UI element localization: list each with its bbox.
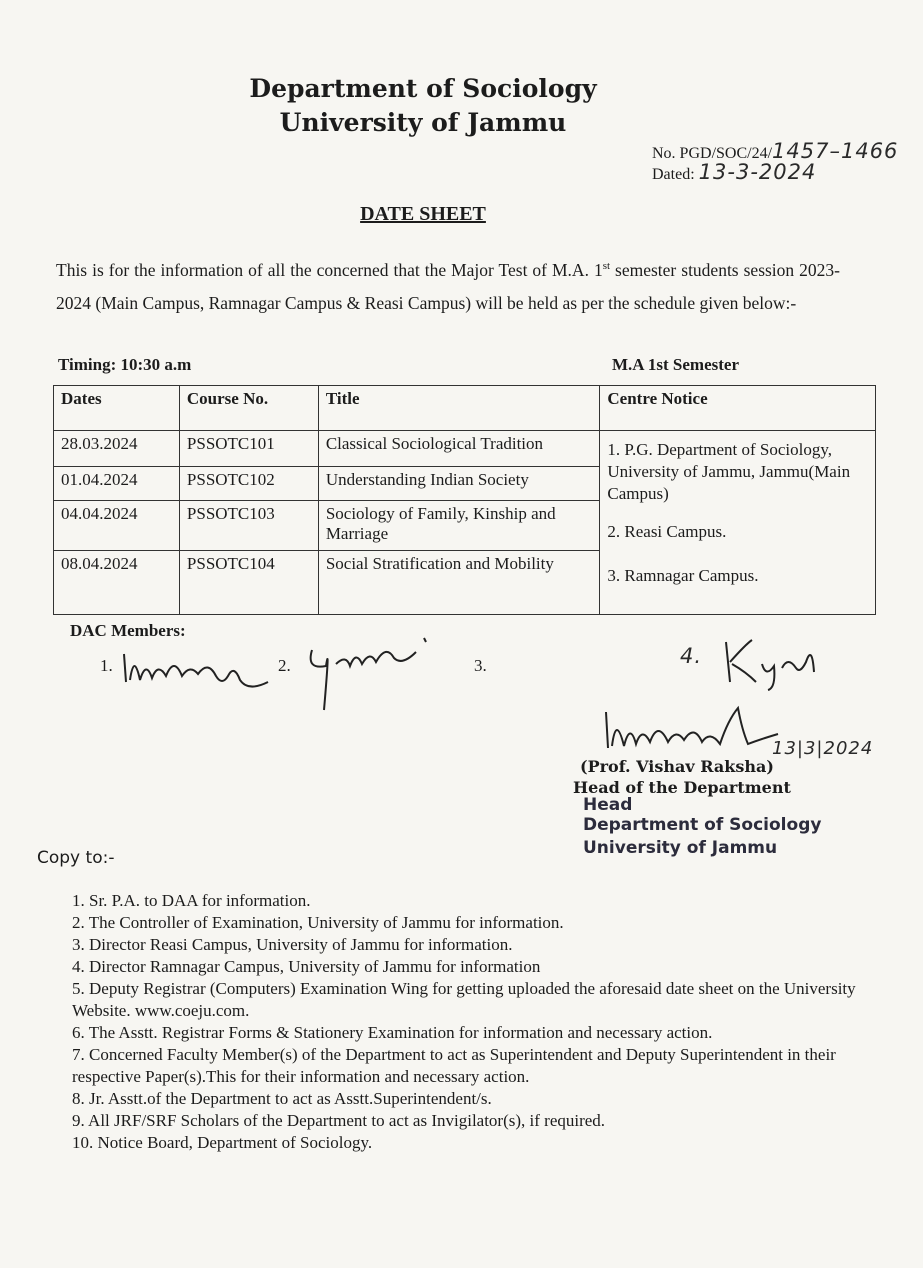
reference-handwritten: 1457–1466	[772, 139, 899, 163]
head-signature-icon	[598, 700, 788, 762]
date-sheet-heading: DATE SHEET	[360, 203, 486, 225]
cell-title: Social Stratification and Mobility	[318, 551, 600, 615]
cell-course: PSSOTC101	[179, 431, 318, 467]
cell-date: 28.03.2024	[54, 431, 180, 467]
copy-to-label: Copy to:-	[37, 848, 115, 868]
table-row	[54, 431, 876, 467]
header-dates: Dates	[54, 386, 180, 431]
centre-item: 3. Ramnagar Campus.	[607, 566, 759, 585]
list-item: 7. Concerned Faculty Member(s) of the Department to act as Superintendent and Deputy Superintendent in their respective Paper(s).This for their information and necessary action.	[72, 1045, 836, 1086]
timing-label: Timing: 10:30 a.m	[58, 355, 192, 374]
stamp-department: Department of Sociology	[583, 815, 822, 835]
list-item: 4. Director Ramnagar Campus, University of Jammu for information	[72, 957, 541, 976]
schedule-table	[53, 385, 876, 615]
cell-title: Sociology of Family, Kinship and Marriage	[318, 501, 600, 551]
dac-number-2: 2.	[278, 656, 291, 675]
list-item: 10. Notice Board, Department of Sociology.	[72, 1133, 373, 1152]
cell-title: Classical Sociological Tradition	[318, 431, 600, 467]
cell-date: 08.04.2024	[54, 551, 180, 615]
signature-2-icon	[296, 630, 436, 720]
reference-prefix: No. PGD/SOC/24/	[652, 145, 773, 162]
stamp-head: Head	[583, 795, 633, 815]
cell-date: 04.04.2024	[54, 501, 180, 551]
header-title: Title	[318, 386, 600, 431]
signature-4-icon	[716, 632, 836, 692]
list-item: 8. Jr. Asstt.of the Department to act as Asstt.Superintendent/s.	[72, 1089, 492, 1108]
dated-handwritten: 13-3-2024	[698, 160, 817, 184]
cell-title: Understanding Indian Society	[318, 467, 600, 501]
intro-sup: st	[602, 260, 611, 272]
university-title: University of Jammu	[279, 108, 567, 137]
list-item: 5. Deputy Registrar (Computers) Examination Wing for getting uploaded the aforesaid date sheet on the University Website. www.coeju.com.	[72, 979, 856, 1020]
centre-item: 1. P.G. Department of Sociology, University of Jammu, Jammu(Main Campus)	[607, 440, 851, 503]
centre-notice-cell	[600, 431, 876, 615]
signatory-name: (Prof. Vishav Raksha)	[580, 757, 774, 776]
centre-item: 2. Reasi Campus.	[607, 522, 727, 541]
dac-members-label: DAC Members:	[70, 621, 186, 640]
signature-1-icon	[118, 640, 278, 696]
list-item: 9. All JRF/SRF Scholars of the Department to act as Invigilator(s), if required.	[72, 1111, 606, 1130]
intro-paragraph	[56, 250, 840, 320]
signatory-title: Head of the Department	[573, 778, 791, 797]
intro-text-2: semester students session 2023-2024 (Main Campus, Ramnagar Campus & Reasi Campus) will be held as per the schedule given below:-	[56, 259, 840, 313]
intro-text-1: This is for the information of all the concerned that the Major Test of M.A. 1	[56, 259, 603, 280]
dated-line	[652, 160, 816, 184]
dated-label: Dated:	[652, 166, 695, 183]
list-item: 2. The Controller of Examination, University of Jammu for information.	[72, 913, 564, 932]
table-header-row	[54, 386, 876, 431]
copy-to-list	[72, 890, 872, 1154]
dac-number-4: 4.	[680, 644, 703, 668]
semester-label: M.A 1st Semester	[612, 355, 739, 374]
department-title: Department of Sociology	[249, 74, 597, 103]
list-item: 3. Director Reasi Campus, University of Jammu for information.	[72, 935, 513, 954]
stamp-university: University of Jammu	[583, 838, 778, 858]
cell-course: PSSOTC104	[179, 551, 318, 615]
cell-course: PSSOTC102	[179, 467, 318, 501]
header-centre-notice: Centre Notice	[600, 386, 876, 431]
dac-number-1: 1.	[100, 656, 113, 675]
list-item: 1. Sr. P.A. to DAA for information.	[72, 891, 311, 910]
cell-course: PSSOTC103	[179, 501, 318, 551]
dac-number-3: 3.	[474, 656, 487, 675]
cell-date: 01.04.2024	[54, 467, 180, 501]
list-item: 6. The Asstt. Registrar Forms & Stationery Examination for information and necessary action.	[72, 1023, 713, 1042]
head-signature-date: 13|3|2024	[772, 738, 874, 759]
header-course-no: Course No.	[179, 386, 318, 431]
